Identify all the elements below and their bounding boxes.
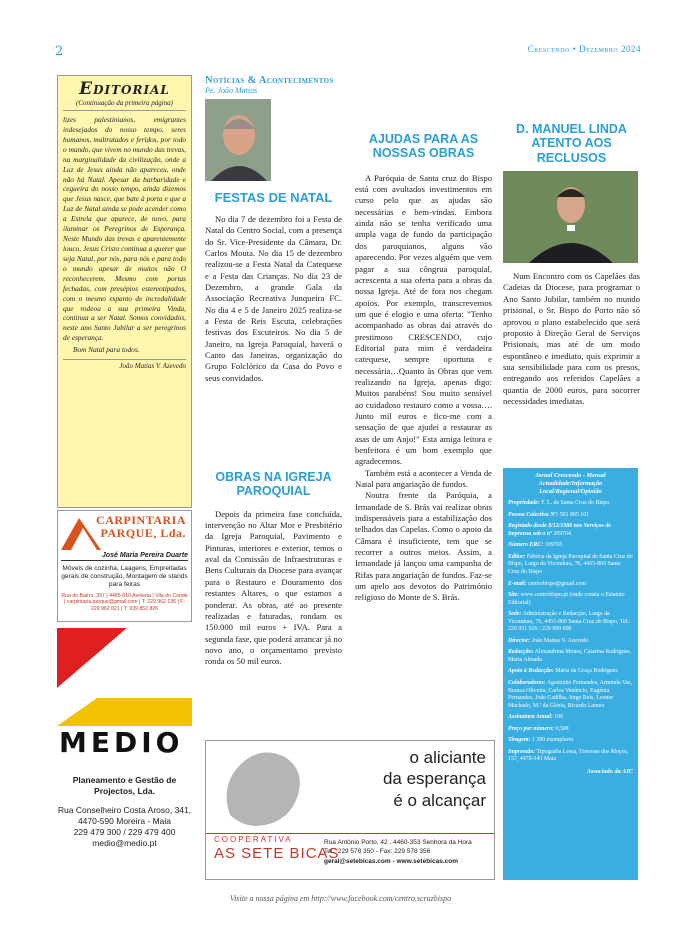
masthead-item-value: Maria da Graça Rodrigues [555,668,618,675]
author-portrait-icon [205,99,271,181]
masthead-item-key: Número ERC: [508,542,544,549]
coop-web: geral@setebicas.com - www.setebicas.com [324,857,458,865]
linda-body [503,271,640,407]
masthead-item [508,542,633,550]
masthead-item-key: Sede: [508,611,522,618]
coop-address: Rua António Porto, 42 . 4460-353 Senhora da Hora [324,839,472,846]
page-number: 2 [55,44,64,59]
section-author: Pe. João Matias [205,86,258,95]
coop-contact [324,838,492,866]
masthead-item-key: Site: [508,592,520,599]
coop-label: COOPERATIVA [214,835,293,844]
masthead-item-key: E-mail: [508,580,527,587]
bishop-portrait-icon [503,171,638,263]
carpintaria-ad [57,510,192,622]
noticias-column [205,75,342,384]
masthead-heading: Jornal Crescendo - Mensal Actualidade/Informação Local/Regional/Opinião [535,472,606,496]
masthead-item-value: F. L. de Santa Cruz do Bispo [541,500,610,507]
medio-email: medio@medio.pt [92,838,157,849]
medio-logo-graphic-icon [57,628,192,726]
masthead-item-value: 10€ [554,714,564,721]
carpintaria-logo-icon [61,514,101,550]
masthead-item-value: centrobispo@gmail.com [528,580,587,587]
issue-header: Crescendo • Dezembro 2024 [527,44,641,54]
masthead-item-value: Fábrica da Igreja Paroquial de Santa Cruz do Bispo, Largo da Vicondura, 76, 4455-860 Santa Cruz do Bispo [508,553,633,575]
masthead-item [508,638,633,646]
masthead-item [508,592,633,607]
masthead-item-value: 209764 [553,530,571,537]
masthead-item-key: Colaboradores: [508,679,546,686]
editorial-closing: Bom Natal para todos. [73,345,140,355]
masthead-item [508,737,633,745]
masthead-item-key: Editor: [508,553,526,560]
coop-name: AS SETE BICAS [214,845,340,862]
masthead-item-value: 109765 [544,542,563,549]
section-heading: Notícias & Acontecimentos [205,75,334,86]
carpintaria-address: Rua do Bairro, 397 | 4485-010 Aveleda | Vila do Conde | carpintaria.parque@gmail.com | T: 229 962 136 | F: 229 962 021 | T: 939 852 826 [61,592,188,612]
medio-address: Rua Conselheiro Costa Aroso, 341, 4470-590 Moreira - Maia [57,805,192,827]
carpintaria-name [96,514,186,539]
masthead-item-value: Alexandrina Moura, Catarina Rodrigues, Marta Almada [508,649,632,663]
masthead-item [508,749,633,764]
masthead-item-key: Apoio à Redacção: [508,668,554,675]
masthead-item-key: Registado desde 8/12/1986 nos Serviços de Imprensa sob o nº [508,523,611,537]
obras-headline: OBRAS NA IGREJA PAROQUIAL [215,470,332,499]
masthead-item-key: Impressão: [508,748,536,755]
masthead-item-key: Pessoa Colectiva Nº: [508,511,559,518]
medio-logo: MEDIO [59,726,184,759]
ajudas-paragraph-2: Também está a acontecer a Venda de Natal para angariação de fundos. [355,467,492,490]
ajudas-paragraph-3: Noutra frente da Paróquia, a Irmandade de S. Brás vai realizar obras indispensáveis para a estabilização dos telhados das Capelas. Como o apoio da Câmara é insuficiente, tem que se recorrer a outros meios. Assim, a Irmandade já lançou uma campanha de Rifas para angariação de fundos. Faz-se um apelo aos devotos do Património religioso do Monte de S. Brás. [355,490,492,603]
masthead-item [508,726,633,734]
masthead-item-key: Propriedade: [508,500,540,507]
editorial-box [57,75,192,508]
ajudas-headline: AJUDAS PARA AS NOSSAS OBRAS [368,132,479,161]
linda-article [503,122,640,407]
editorial-body: lizes palestinianos, emigrantes indesejados do nosso tempo, seres humanos, maltratados e feridos, por todo o mundo, que vivem no mundo das trevas, na marginalidade da civilização, onde a Luz de Jesus ainda não apareceu, onde não há Natal. Apesar da barbaridade e cegueira do nosso tempo, ainda dizemos que Jesus nasce, que bate à porta e que a Luz de Natal ainda se pode acender como a Estrela que aparece, de novo, para iluminar os Peregrinos de Esperança. Neste Mundo das trevas e aparentemente louco, Jesus Cristo continua a querer que seja Natal, por nós, para nós e para todo o mundo apesar de muitos não O reconhecerem. Mesmo com portas fechadas, com presépios estereotipados, com o mesmo espanto de incredulidade que rodeou a sua primeira Vinda, continua a ser Natal. Somos convidados, neste ano Santo Jubilar a ser peregrinos de esperança. [63,115,186,343]
masthead-footer: Associado da AIC [586,767,633,775]
masthead-item [508,668,633,676]
masthead-item-value: 0,50€ [555,725,569,732]
masthead-item-value: Tipografia Lessa, Travessa dos Moços, 157, 4470-343 Maia [508,748,629,763]
festas-body [205,214,342,384]
carpintaria-name-line1: CARPINTARIA [96,513,186,527]
festas-paragraph: No dia 7 de dezembro foi a Festa de Natal do Centro Social, com a presença do Sr. Vice-Presidente da Câmara, Dr. Carlos Mouta. No dia 15 de dezembro realizou-se a Festa Natal da Catequese e a Festa das Crianças. No dia 23 de Dezembro, a grande Gala da Associação Recreativa Junqueira FC. No dia 4 e 5 de Janeiro 2025 realiza-se a Festa de Reis Escuta, celebrações festivas dos Escuteiros. No dia 5 de Janeiro, na Igreja Paroquial, haverá o Canto das Janeiras, organização do Grupo Folclórico da Casa do Povo e seus convidados. [205,213,342,383]
obras-paragraph: Depois da primeira fase concluída, intervenção no Altar Mor e Presbitério da Igreja Paroquial, Pavimento e Pinturas, interiores e exterior, temos o aval da Comissão de Infraestruturas e Bens Culturais da Diocese para avançar para o Restauro e Douramento dos restantes Altares, o que estamos a ponderar. As obras, até ao presente realizadas e faturadas, rondam os 150.000 mil euros + IVA. Para a segunda fase, que poderá arrancar já no novo ano, o orçamentamo previsto ronda os 50 mil euros. [205,508,342,667]
masthead-list [508,500,633,764]
masthead-box [503,468,638,880]
masthead-item-key: Redacção: [508,649,534,656]
masthead-item [508,649,633,664]
coop-slogan-line2: da esperança [382,769,486,789]
bishop-photo [503,171,638,263]
carpintaria-description: Móveis de cozinha, Laagens, Empreitadas gerais de construção, Montagem de stands para feiras [61,565,188,589]
editorial-subtitle: (Continuação da primeira página) [63,99,186,111]
masthead-item-value: www.centrobispo.pt (onde consta o Estatuto Editorial) [508,592,625,606]
carpintaria-name-line2: PARQUE, Lda. [100,525,186,540]
obras-article [205,470,342,668]
page-footer: Visite a nossa página em http://www.facebook.com/centro.scruzbispo [229,894,452,903]
coop-slogan-line3: é o alcançar [393,790,486,810]
author-photo [205,99,271,181]
masthead-item [508,500,633,508]
masthead-item-key: Preço por número: [508,725,555,732]
masthead-item [508,680,633,710]
masthead-item-key: Tiragem: [508,737,531,744]
masthead-item [508,581,633,589]
cooperativa-ad [205,740,495,880]
ajudas-paragraph-1: A Paróquia de Santa cruz do Bispo está com avultados investimentos em curso pelo que as ajudas são necessárias e bem-vindas. Embora ainda não se tenha verificado uma ampla vaga de fundo da participação dos paroquianos, alguns vão aparecendo. Por vezes alguém que vem pagar a sua côngrua paroquial, acrescenta a sua oferta para a obras da nossa Igreja. Até de fora nos chegam apoios. Por exemplo, transcrevemos um que é elogio e uma oferta: "Tenho acompanhado as obras daí através do prestimoso CRESCENDO, cujo Editorial para mim é verdadeira catequese, sempre oportuna e necessária…Quanto às Obras que vem realizando na Igreja, apenas digo: Muitos parabéns! Sou muito sensível ao cuidadoso restauro como a vossa…. Junto mil euros e fico-me com a sensação de que ajudei a restaurar as asas de um Anjo!" Esta amiga leitora e benfeitora é um bom exemplo que agradecemos. [355,172,492,467]
editorial-signature: João Matias V. Azevedo [63,359,186,370]
masthead-item [508,714,633,722]
masthead-item-key: Assinatura Anual: [508,714,553,721]
tree-map-icon [210,745,310,831]
coop-divider [206,833,494,834]
ajudas-body [355,173,492,604]
medio-tagline: Planeamento e Gestão de Projectos, Lda. [72,775,177,797]
coop-slogan-line1: o aliciante [409,748,486,767]
masthead-item-value: 501 865 101 [559,511,590,518]
masthead-item [508,523,633,538]
coop-slogan [316,747,486,811]
coop-tel: Tel.: 229 578 350 - Fax: 229 578 356 [324,848,431,856]
masthead-item-value: Agostinho Fernandes, Arminda Vaz, Branca Oliveira, Carlos Venâncio, Eugénia Fernandes, João Cadilha, Jorge Reis, Leonor Machado, M.ª da Glória, Ricardo Lameu [508,679,633,709]
festas-headline: FESTAS DE NATAL [214,190,333,205]
linda-headline: D. MANUEL LINDA ATENTO AOS RECLUSOS [516,122,627,165]
carpintaria-header [61,514,188,552]
masthead-item [508,611,633,634]
editorial-title: Editorial [79,79,170,99]
carpintaria-owner: José Maria Pereira Duarte [61,552,188,561]
masthead-item-value: João Matias V. Azevedo [531,637,589,644]
medio-phones: 229 479 300 / 229 479 400 [73,827,176,838]
linda-paragraph: Num Encontro com os Capelães das Cadeias da Diocese, para programar o Ano Santo Jubilar, também no mundo prisional, o Sr. Bispo do Porto não só aprovou o plano estabelecido que será proposto à Direção Geral de Serviços Prisionais, mas até de um modo espontâneo e imediato, quis exprimir a sua sensibilidade para com os presos, entregando aos referidos Capelães a quantia de 2000 euros, para socorrer necessidades imediatas. [503,271,640,406]
ajudas-article [355,132,492,604]
masthead-item [508,554,633,577]
obras-body [205,509,342,668]
masthead-item-value: Administração e Redacção, Largo da Vicondura, 76, 4455-860 Santa Cruz do Bispo, Tel.: 229 951 026 / 229 999 600 [508,611,631,633]
medio-ad [57,628,192,878]
masthead-item-value: 1 300 exemplares [531,737,574,744]
masthead-item-key: Director: [508,637,531,644]
masthead-item [508,512,633,520]
